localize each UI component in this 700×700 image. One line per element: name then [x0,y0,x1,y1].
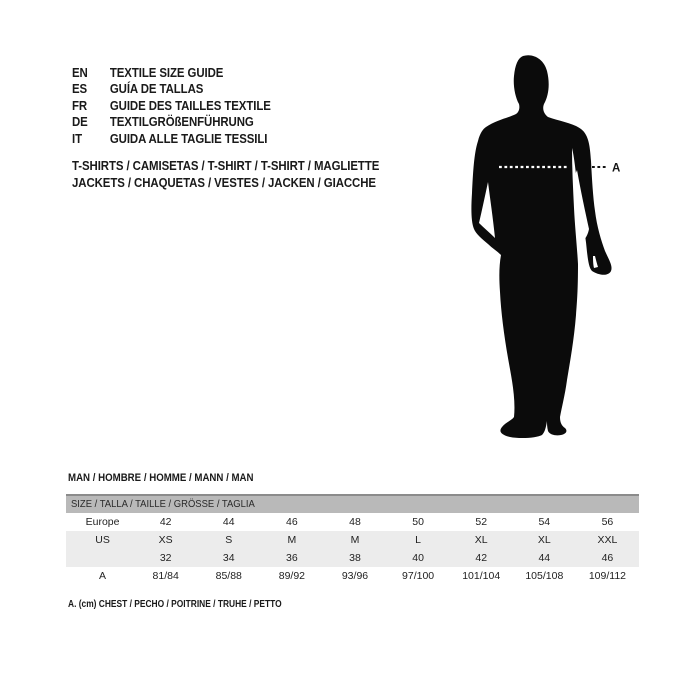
row-label: US [95,534,110,546]
size-value: 89/92 [278,570,306,582]
language-row-de [72,114,271,130]
size-value: L [415,534,422,546]
size-value: M [287,534,297,546]
language-guide-title: TEXTILGRÖßENFÜHRUNG [109,114,254,130]
size-value: 50 [412,516,424,528]
size-value: 44 [222,516,235,528]
language-code: FR [72,97,88,113]
language-guide-title: TEXTILE SIZE GUIDE [109,65,224,80]
language-row-en [72,65,271,81]
size-value: 42 [159,516,172,528]
language-code: ES [72,81,88,97]
size-value: 52 [475,516,488,528]
size-value: 42 [475,552,488,564]
man-silhouette [471,55,611,438]
size-value: XL [537,534,551,546]
size-value: 93/96 [341,570,369,582]
size-value: 54 [538,516,551,528]
language-code: EN [72,65,88,80]
size-value: 46 [286,516,298,528]
gender-heading-text: MAN / HOMBRE / HOMME / MANN / MAN [68,472,254,484]
size-value: XL [474,534,488,546]
gender-heading [68,471,279,485]
row-label: A [99,570,107,582]
size-value: 36 [286,552,298,564]
man-silhouette-figure [440,40,660,460]
row-label [66,549,134,567]
table-row-us [66,531,639,549]
size-value: 97/100 [402,570,435,582]
size-value: 32 [159,552,172,564]
size-value: 105/108 [525,570,564,582]
garment-categories [72,157,421,191]
size-value: M [350,534,360,546]
size-value: 38 [349,552,361,564]
measure-label-a: A [612,162,621,175]
man-silhouette-svg [440,40,660,460]
language-guide-title: GUIDE DES TAILLES TEXTILE [109,97,271,113]
table-row-uk [66,549,639,567]
size-value: 46 [601,552,614,564]
size-table-header [66,494,639,513]
row-label: Europe [85,516,120,528]
language-guide-list [72,65,298,147]
language-guide-title: GUÍA DE TALLAS [109,81,204,97]
size-value: XS [158,534,173,546]
category-tshirts-line: T-SHIRTS / CAMISETAS / T-SHIRT / T-SHIRT / MAGLIETTE [72,158,380,173]
language-row-it [72,131,271,147]
chest-footnote-text: A. (cm) CHEST / PECHO / POITRINE / TRUHE / PETTO [68,598,282,610]
language-code: IT [72,130,82,146]
size-value: 101/104 [462,570,501,582]
size-value: 44 [538,552,551,564]
size-value: 81/84 [152,570,179,582]
size-value: 56 [601,516,614,528]
size-value: 85/88 [215,570,242,582]
category-jackets-line: JACKETS / CHAQUETAS / VESTES / JACKEN / GIACCHE [72,175,376,190]
table-row-europe [66,513,639,531]
language-code: DE [72,114,88,130]
size-table [66,494,639,585]
language-row-es [72,81,271,97]
table-row-chest-a [66,567,639,585]
chest-footnote [68,597,335,611]
size-table-header-text: SIZE / TALLA / TAILLE / GRÖSSE / TAGLIA [71,498,255,510]
size-value: 40 [412,552,424,564]
size-value: 109/112 [588,570,627,582]
language-guide-title: GUIDA ALLE TAGLIE TESSILI [109,130,268,146]
size-value: 48 [349,516,361,528]
size-value: S [225,534,233,546]
size-value: 34 [222,552,235,564]
language-row-fr [72,98,271,114]
size-value: XXL [597,534,618,546]
